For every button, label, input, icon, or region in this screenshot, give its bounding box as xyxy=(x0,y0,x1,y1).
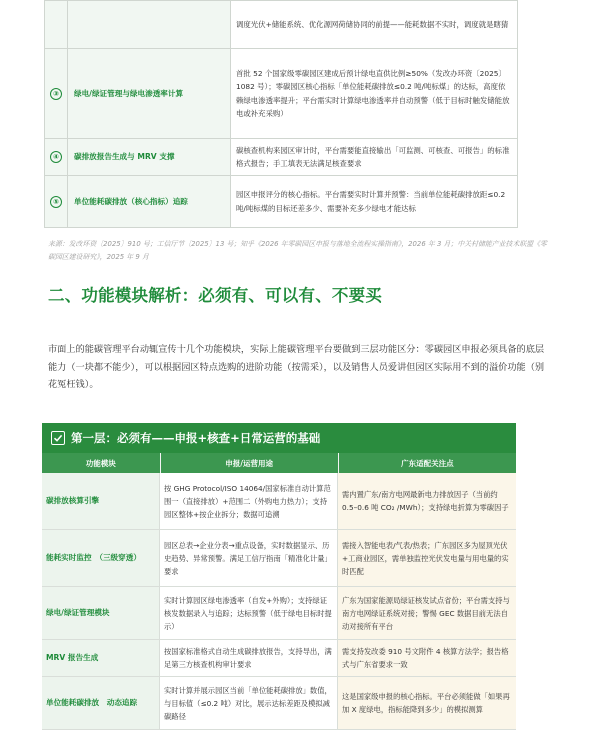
layer1-header xyxy=(42,423,516,453)
column-header: 广东适配关注点 xyxy=(401,458,454,468)
column-header: 功能模块 xyxy=(42,453,161,473)
indicator-table xyxy=(44,0,518,228)
source-note: 来源：发改环资〔2025〕910 号；工信厅节〔2025〕13 号；知乎《2026 年零碳园区申报与落地全流程实操指南》，2026 年 3 月；中关村储能产业技术联盟《零碳园区建设研究》，2025 年 9 月 xyxy=(48,240,547,261)
module-name: 单位能耗碳排放 动态追踪 xyxy=(42,677,160,729)
table-row xyxy=(42,640,516,677)
module-name: 能耗实时监控 （三级穿透） xyxy=(42,530,160,586)
row-title: 单位能耗碳排放（核心指标）追踪 xyxy=(68,176,231,228)
guangdong-cell: 需支持发改委 910 号文附件 4 核算方法学；报告格式与广东省要求一致 xyxy=(338,640,516,676)
usage-cell: 实时计算并展示园区当前「单位能耗碳排放」数值，与目标值（≤0.2 吨）对比，展示达标差距及模拟减碳路径 xyxy=(160,677,338,729)
usage-cell: 按 GHG Protocol/ISO 14064/国家标准自动计算范围一（直接排放）+范围二（外购电力热力）；支持园区整体+按企业拆分；数据可追溯 xyxy=(160,473,338,529)
table-row xyxy=(42,677,516,730)
table-row xyxy=(45,139,518,176)
table-row xyxy=(42,530,516,587)
section-heading: 二、功能模块解析：必须有、可以有、不要买 xyxy=(48,286,382,305)
table-row xyxy=(42,587,516,640)
row-number: ③ xyxy=(50,88,62,100)
row-description: 首批 52 个国家级零碳园区建成后预计绿电直供比例≥50%（发改办环资〔2025〕1082 号）；零碳园区核心指标「单位能耗碳排放≤0.2 吨/吨标煤」的达标，高度依赖绿电渗透率提升；平台需实时计算绿电渗透率并自动预警（低于目标时触发储能放电或补充采购） xyxy=(231,49,518,139)
guangdong-cell: 需内置广东/南方电网最新电力排放因子（当前约 0.5–0.6 吨 CO₂ /MWh）；支持绿电折算为零碳因子 xyxy=(338,473,516,529)
module-name: 绿电/绿证管理模块 xyxy=(42,587,160,639)
usage-cell: 按国家标准格式自动生成碳排放报告，支持导出，满足第三方核查机构审计要求 xyxy=(160,640,338,676)
table-header-row xyxy=(42,453,516,473)
table-row xyxy=(45,176,518,228)
row-number: ④ xyxy=(50,151,62,163)
module-name: 碳排放核算引擎 xyxy=(42,473,160,529)
row-title: 碳排放报告生成与 MRV 支撑 xyxy=(68,139,231,176)
row-number: ⑤ xyxy=(50,196,62,208)
row-title xyxy=(68,1,231,49)
guangdong-cell: 需接入智能电表/气表/热表；广东园区多为屋顶光伏+工商业园区，需单独监控光伏发电量与用电量的实时匹配 xyxy=(338,530,516,586)
layer1-title: 第一层：必须有——申报+核查+日常运营的基础 xyxy=(71,431,321,445)
usage-cell: 园区总表→企业分表→重点设备，实时数据显示、历史趋势、异常预警。满足工信厅指南「精准化计量」要求 xyxy=(160,530,338,586)
intro-paragraph: 市面上的能碳管理平台动辄宣传十几个功能模块，实际上能碳管理平台要做到三层功能区分：零碳园区申报必须具备的底层能力（一块都不能少），可以根据园区特点选购的进阶功能（按需采），以及销售人员爱讲但园区实际用不到的溢价功能（别花冤枉钱）。 xyxy=(48,344,545,390)
row-description: 园区申报评分的核心指标。平台需要实时计算并预警：当前单位能耗碳排放距≤0.2 吨/吨标煤的目标还差多少、需要补充多少绿电才能达标 xyxy=(231,176,518,228)
row-description: 碳核查机构来园区审计时，平台需要能直接输出「可监测、可核查、可报告」的标准格式报告；手工填表无法满足核查要求 xyxy=(231,139,518,176)
checkbox-icon xyxy=(51,431,65,445)
table-row xyxy=(45,1,518,49)
row-description: 调度光伏+储能系统、优化源网荷储协同的前提——能耗数据不实时，调度就是瞎猜 xyxy=(231,1,518,49)
guangdong-cell: 广东为国家能源局绿证核发试点省份；平台需支持与南方电网绿证系统对接；警惕 GEC 数据目前无法自动对接所有平台 xyxy=(338,587,516,639)
table-row xyxy=(45,49,518,139)
module-name: MRV 报告生成 xyxy=(42,640,160,676)
table-row xyxy=(42,473,516,530)
usage-cell: 实时计算园区绿电渗透率（自发+外购）；支持绿证核发数据录入与追踪；达标预警（低于绿电目标时提示） xyxy=(160,587,338,639)
row-title: 绿电/绿证管理与绿电渗透率计算 xyxy=(68,49,231,139)
column-header: 申报/运营用途 xyxy=(161,453,339,473)
layer1-table xyxy=(42,423,516,730)
row-number xyxy=(45,1,68,49)
guangdong-cell: 这是国家级申报的核心指标。平台必须能做「如果再加 X 度绿电，指标能降到多少」的模拟测算 xyxy=(338,677,516,729)
